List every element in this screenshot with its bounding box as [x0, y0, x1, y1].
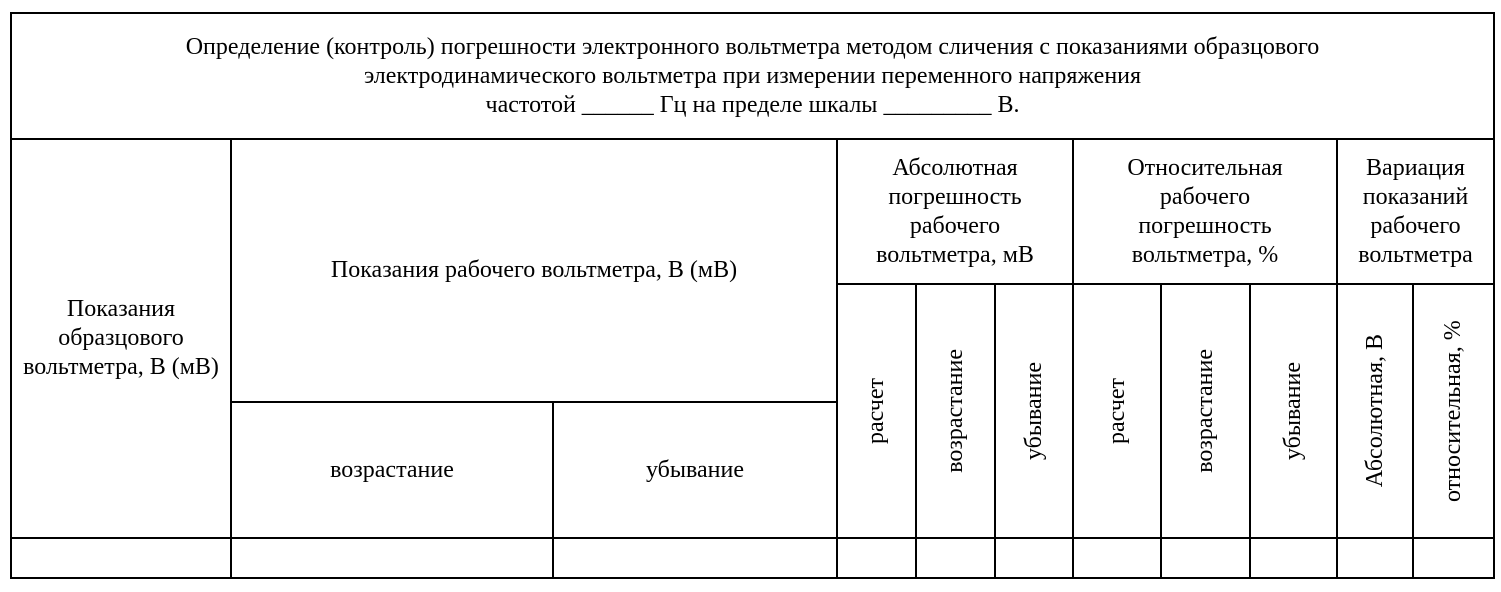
- data-cell-rel-increase: [1160, 537, 1251, 579]
- header-relative-error-label: Относительная рабочего погрешность вольтметра, %: [1127, 154, 1283, 268]
- title-line-1: Определение (контроль) погрешности электронного вольтметра методом сличения с показаниями образцового: [185, 33, 1320, 60]
- header-working-increase: [230, 401, 554, 539]
- frequency-blank: ______: [581, 91, 654, 118]
- data-cell-abs-calc: [836, 537, 917, 579]
- header-rel-increase-label: возрастание: [1192, 349, 1218, 473]
- data-cell-working-increase: [230, 537, 554, 579]
- header-rel-increase: [1160, 283, 1251, 539]
- title-unit: В.: [997, 91, 1020, 118]
- header-abs-increase-label: возрастание: [942, 349, 968, 473]
- data-cell-variation-absolute: [1336, 537, 1414, 579]
- title-range-label: Гц на пределе шкалы: [659, 91, 878, 118]
- header-rel-decrease: [1249, 283, 1338, 539]
- header-variation-label: Вариация показаний рабочего вольтметра: [1358, 154, 1473, 268]
- header-rel-calc: [1072, 283, 1162, 539]
- header-working-voltmeter: [230, 138, 838, 403]
- data-cell-reference: [10, 537, 232, 579]
- header-relative-error: [1072, 138, 1338, 285]
- header-working-decrease: [552, 401, 838, 539]
- header-absolute-error: [836, 138, 1074, 285]
- title-line-3: [486, 91, 1020, 120]
- data-cell-rel-decrease: [1249, 537, 1338, 579]
- data-cell-abs-decrease: [994, 537, 1074, 579]
- header-variation-relative-label: относительная, %: [1440, 320, 1466, 502]
- data-cell-working-decrease: [552, 537, 838, 579]
- header-abs-decrease-label: убывание: [1020, 361, 1047, 461]
- header-variation-absolute-label: Абсолютная, В: [1361, 334, 1388, 488]
- header-rel-decrease-label: убывание: [1280, 361, 1306, 461]
- header-variation: [1336, 138, 1495, 285]
- header-working-label: Показания рабочего вольтметра, В (мВ): [330, 257, 738, 283]
- header-reference-voltmeter: [10, 138, 232, 539]
- header-abs-decrease: [994, 283, 1074, 539]
- header-rel-calc-label: расчет: [1103, 377, 1130, 445]
- range-blank: _________: [883, 91, 992, 118]
- table-title: [10, 12, 1495, 140]
- header-working-decrease-label: убывание: [645, 456, 745, 483]
- title-frequency-label: частотой: [485, 91, 576, 118]
- title-line-2: электродинамического вольтметра при измерении переменного напряжения: [363, 62, 1142, 89]
- header-abs-increase: [915, 283, 996, 539]
- data-cell-variation-relative: [1412, 537, 1495, 579]
- header-variation-relative: [1412, 283, 1495, 539]
- header-working-increase-label: возрастание: [330, 456, 454, 483]
- data-cell-rel-calc: [1072, 537, 1162, 579]
- header-abs-calc-label: расчет: [863, 377, 889, 445]
- header-variation-absolute: [1336, 283, 1414, 539]
- header-abs-calc: [836, 283, 917, 539]
- header-absolute-error-label: Абсолютная погрешность рабочего вольтметра, мВ: [876, 154, 1034, 268]
- header-reference-label: Показания образцового вольтметра, В (мВ): [23, 296, 219, 380]
- data-cell-abs-increase: [915, 537, 996, 579]
